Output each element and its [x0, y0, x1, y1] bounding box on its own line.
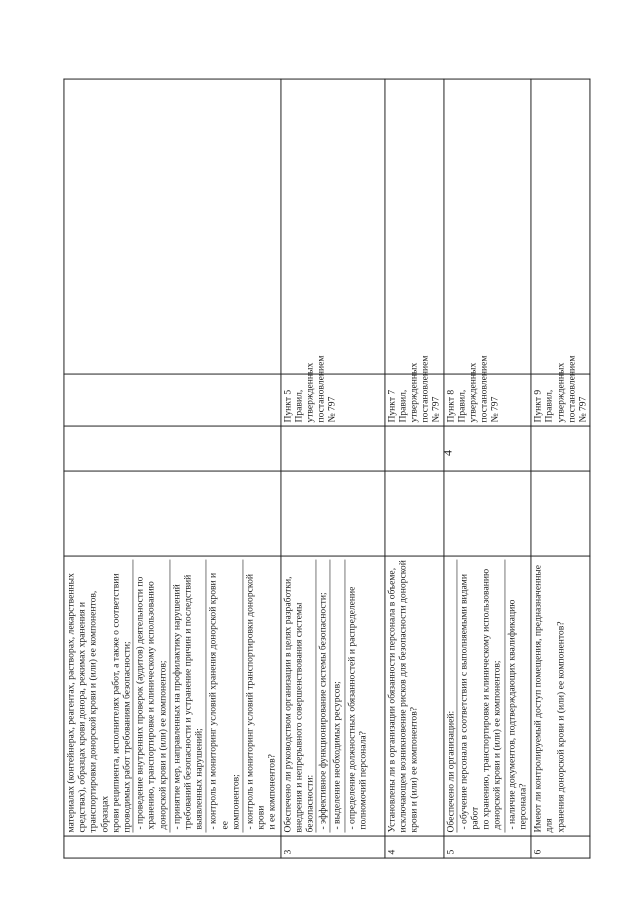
answer-yes-cell — [281, 471, 385, 556]
sub-item-line: - выделение необходимых ресурсов; — [331, 681, 343, 830]
answer-no-cell — [444, 426, 531, 471]
question-line: исключающем возникновение рисков для безопасности донорской — [397, 560, 409, 833]
sub-item-line: хранению, транспортировке и клиническому использованию — [145, 581, 157, 830]
sub-item-line: - контроль и мониторинг условий транспортировки донорской крови — [244, 573, 267, 830]
table-row — [444, 79, 531, 858]
table-row — [531, 79, 590, 858]
notes-cell — [281, 79, 385, 374]
question-line: крови и (или) ее компонентов? — [408, 706, 420, 833]
answer-yes-cell — [531, 471, 590, 556]
question-line: крови реципиента, исполнителях работ, а также о соответствии — [110, 573, 122, 833]
row-number: 6 — [531, 836, 590, 858]
sub-item-line: - проведение внутренних проверок (аудитов) деятельности по — [134, 576, 146, 830]
question-line: материалах (контейнерах, реагентах, растворах, лекарственных — [65, 573, 77, 833]
question-text — [64, 556, 281, 836]
sub-item-line: донорской крови и (или) ее компонентов; — [491, 660, 503, 830]
question-line: проводимых работ требованиям безопасности; — [121, 641, 133, 833]
sub-item-line: - наличие документов, подтверждающих квалификацию персонала? — [506, 599, 529, 830]
answer-no-cell — [385, 426, 444, 471]
question-line: транспортировки донорской крови и (или) ее компонентов, образцах — [87, 590, 111, 833]
legal-reference — [64, 374, 281, 426]
question-line: средствах), образцах крови донора, режимах хранения и — [76, 601, 88, 833]
sub-item-line: полномочий персонала? — [357, 731, 369, 830]
sub-item-line: компонентов; — [230, 774, 242, 830]
question-line: Обеспечено ли организацией: — [445, 710, 457, 833]
question-line: Установлены ли в организации обязанности персонала в объеме, — [386, 567, 398, 833]
sub-item-line: - обучение персонала в соответствии с выполняемыми видами работ — [458, 573, 481, 830]
row-number — [64, 836, 281, 858]
row-number: 4 — [385, 836, 444, 858]
question-text — [385, 556, 444, 836]
sub-item — [456, 560, 504, 833]
sub-item-line: - контроль и мониторинг условий хранения донорской крови и ее — [207, 572, 231, 830]
row-number: 5 — [444, 836, 531, 858]
sub-item-line: требований безопасности и устранение причин и последствий — [182, 574, 194, 830]
legal-reference: Пункт 8 Правил, утвержденных постановлением № 797 — [444, 374, 531, 426]
sub-item — [344, 560, 369, 833]
question-text — [531, 556, 590, 836]
answer-yes-cell — [444, 471, 531, 556]
question-line: внедрения и непрерывного совершенствования системы — [293, 602, 305, 833]
sub-item-line: донорской крови и (или) ее компонентов; — [157, 660, 169, 830]
question-text — [281, 556, 385, 836]
table-row — [281, 79, 385, 858]
sub-item-line: и ее компонентов? — [266, 754, 278, 830]
checklist-table — [63, 79, 590, 859]
sub-item — [206, 560, 243, 833]
question-text — [444, 556, 531, 836]
sub-item-line: по хранению, транспортировке и клиническому использованию — [480, 568, 492, 830]
answer-yes-cell — [385, 471, 444, 556]
legal-reference: Пункт 7 Правил, утвержденных постановлением № 797 — [385, 374, 444, 426]
sub-item — [133, 560, 170, 833]
sub-item-line: - принятие мер, направленных на профилактику нарушений — [171, 584, 183, 830]
answer-no-cell — [531, 426, 590, 471]
question-line: Обеспечено ли руководством организации в целях разработки, — [282, 576, 294, 833]
table-row — [64, 79, 281, 858]
sub-item-line: - определение должностных обязанностей и распределение — [346, 586, 358, 830]
sub-item-line: - эффективное функционирование системы безопасности; — [317, 592, 329, 830]
question-line: безопасности: — [304, 774, 316, 833]
sub-item-line: выявленных нарушений; — [193, 728, 205, 830]
sub-item — [504, 560, 529, 833]
page-number: 4 — [440, 450, 455, 456]
sub-item — [330, 560, 344, 833]
question-line: Имеют ли контролируемый доступ помещения, предназначенные для — [532, 564, 555, 833]
table-row — [385, 79, 444, 858]
answer-no-cell — [281, 426, 385, 471]
sub-item — [242, 560, 279, 833]
notes-cell — [64, 79, 281, 374]
question-line: хранения донорской крови и (или) ее компонентов? — [554, 621, 566, 833]
row-number: 3 — [281, 836, 385, 858]
sub-item — [169, 560, 206, 833]
legal-reference: Пункт 9 Правил, утвержденных постановлением № 797 — [531, 374, 590, 426]
answer-yes-cell — [64, 471, 281, 556]
notes-cell — [531, 79, 590, 374]
sub-item — [316, 560, 330, 833]
notes-cell — [444, 79, 531, 374]
notes-cell — [385, 79, 444, 374]
legal-reference: Пункт 5 Правил, утвержденных постановлением № 797 — [281, 374, 385, 426]
answer-no-cell — [64, 426, 281, 471]
